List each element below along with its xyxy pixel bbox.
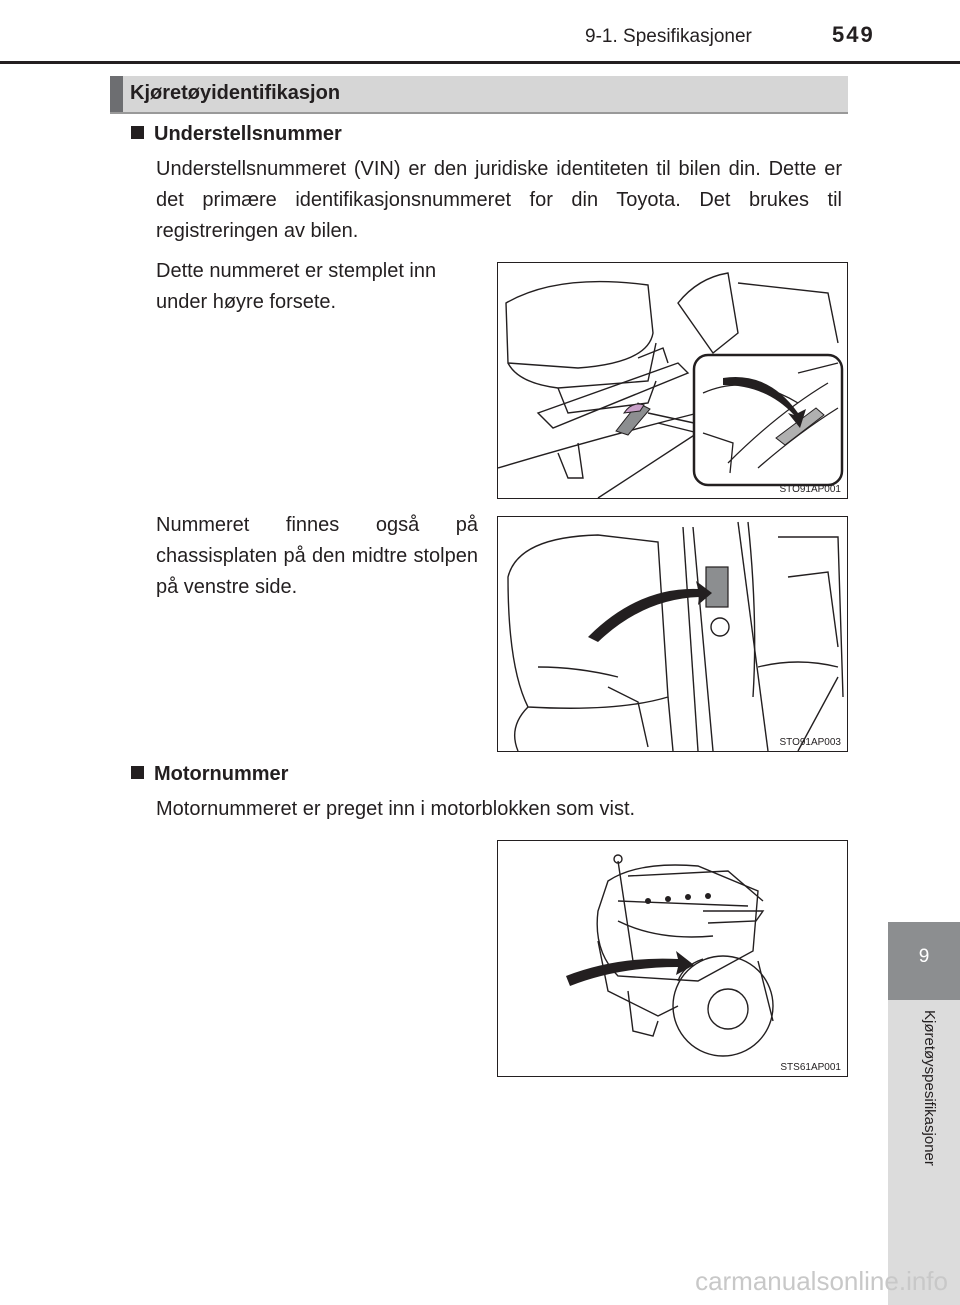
figure-code: STO91AP003 bbox=[779, 737, 841, 748]
figure-seat-vin bbox=[497, 262, 848, 499]
pillar-illustration bbox=[498, 517, 847, 751]
vin-heading-text: Understellsnummer bbox=[154, 123, 342, 145]
watermark: carmanualsonline.info bbox=[695, 1266, 948, 1296]
section-title: Kjøretøyidentifikasjon bbox=[130, 82, 341, 104]
vin-location-2: Nummeret finnes også på chassisplaten på den midtre stolpen på venstre side. bbox=[156, 514, 478, 598]
figure-code: STO91AP001 bbox=[779, 484, 841, 495]
engine-heading-text: Motornummer bbox=[154, 763, 289, 785]
vin-location-1: Dette nummeret er stemplet inn under høyre forsete. bbox=[156, 260, 437, 313]
chapter-tab-label: Kjøretøyspesifikasjoner bbox=[921, 1010, 938, 1166]
chapter-tab bbox=[888, 922, 960, 1000]
seat-illustration bbox=[498, 263, 847, 498]
chapter-title: 9-1. Spesifikasjoner bbox=[585, 26, 752, 47]
chapter-tab-number: 9 bbox=[918, 946, 930, 967]
section-title-bar bbox=[110, 76, 123, 112]
vin-heading bbox=[131, 123, 342, 146]
header-rule bbox=[0, 61, 960, 64]
section-title-box bbox=[110, 76, 848, 114]
page-number: 549 bbox=[832, 22, 875, 47]
bullet-square-icon bbox=[131, 126, 144, 139]
vin-intro: Understellsnummeret (VIN) er den juridiske identiteten til bilen din. Dette er det primære identifikasjonsnummeret for din Toyota. Det brukes til registreringen av bilen. bbox=[156, 158, 842, 242]
engine-illustration bbox=[498, 841, 847, 1076]
figure-pillar-vin bbox=[497, 516, 848, 752]
figure-code: STS61AP001 bbox=[780, 1062, 841, 1073]
engine-text: Motornummeret er preget inn i motorblokken som vist. bbox=[156, 798, 636, 820]
bullet-square-icon bbox=[131, 766, 144, 779]
figure-engine-number bbox=[497, 840, 848, 1077]
engine-heading bbox=[131, 763, 288, 786]
